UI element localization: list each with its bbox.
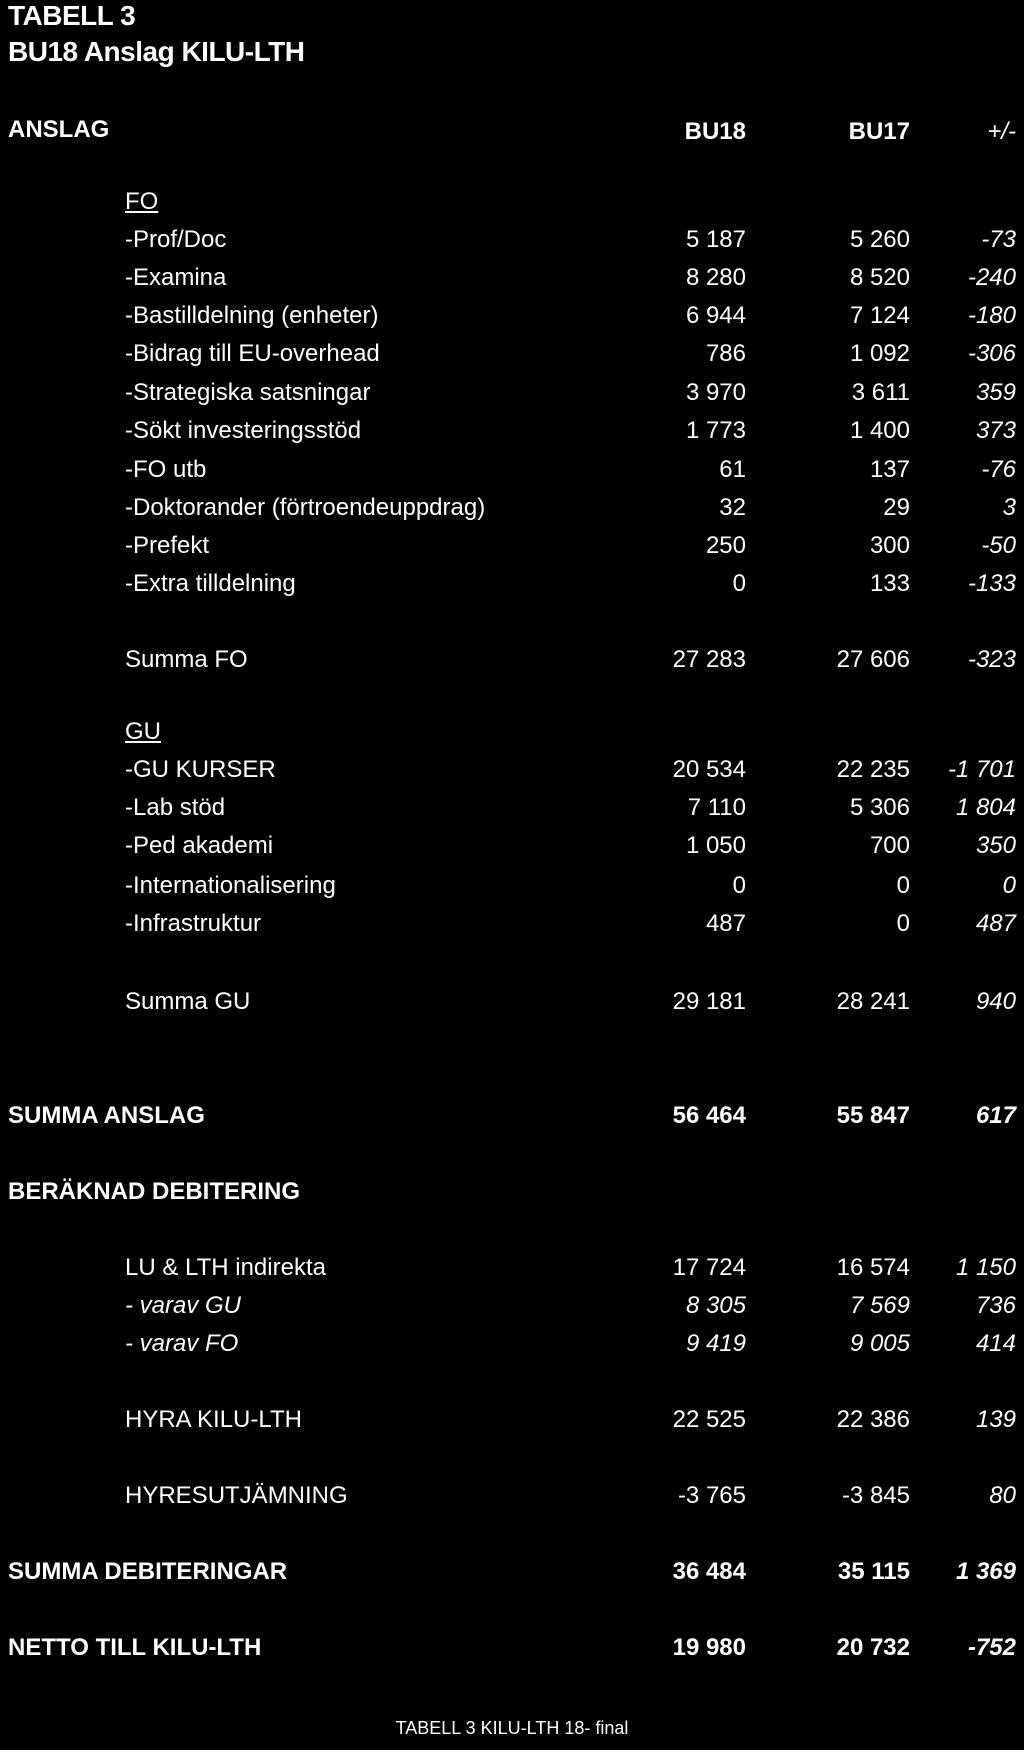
value-bu18: 0: [732, 570, 746, 597]
row-label: NETTO TILL KILU-LTH: [8, 1634, 262, 1661]
row-label: -Internationalisering: [125, 872, 336, 899]
value-bu17: 27 606: [836, 646, 910, 673]
hyra-row: [0, 1406, 1024, 1440]
table-row: [0, 494, 1024, 528]
value-bu18: 487: [705, 910, 746, 937]
value-diff: 350: [975, 832, 1016, 859]
row-label: -Prof/Doc: [125, 226, 227, 253]
value-bu18: 32: [719, 494, 746, 521]
value-bu17: 1 092: [849, 340, 910, 367]
row-label: -Prefekt: [125, 532, 210, 559]
value-bu17: 22 386: [836, 1406, 910, 1433]
row-label: Summa FO: [125, 646, 248, 673]
value-bu18: 250: [705, 532, 746, 559]
row-label: - varav GU: [125, 1292, 242, 1319]
value-diff: -73: [981, 226, 1016, 253]
row-label: -Infrastruktur: [125, 910, 262, 937]
netto-row: [0, 1634, 1024, 1668]
value-bu17: 7 124: [849, 302, 910, 329]
summa-anslag-row: [0, 1102, 1024, 1136]
row-label: -Examina: [125, 264, 227, 291]
value-bu17: 0: [896, 872, 910, 899]
value-bu18: 27 283: [672, 646, 746, 673]
value-bu18: 8 280: [685, 264, 746, 291]
summa-fo-row: [0, 646, 1024, 680]
value-diff: 359: [975, 379, 1016, 406]
section-fo-heading: FO: [125, 188, 159, 215]
row-label: -Bastilldelning (enheter): [125, 302, 379, 329]
row-label: SUMMA ANSLAG: [8, 1102, 205, 1129]
value-bu17: 700: [869, 832, 910, 859]
header-anslag: ANSLAG: [8, 116, 110, 143]
section-debitering-heading: BERÄKNAD DEBITERING: [8, 1178, 301, 1205]
header-bu17: BU17: [848, 118, 910, 145]
value-diff: -323: [967, 646, 1016, 673]
value-bu17: 5 306: [849, 794, 910, 821]
value-diff: -133: [967, 570, 1016, 597]
value-bu17: 8 520: [849, 264, 910, 291]
value-diff: -306: [967, 340, 1016, 367]
value-bu17: 137: [869, 456, 910, 483]
doc-title-line2: BU18 Anslag KILU-LTH: [8, 36, 305, 67]
value-diff: 139: [975, 1406, 1016, 1433]
table-row: [0, 379, 1024, 413]
header-diff: +/-: [987, 118, 1016, 145]
value-bu18: 1 773: [685, 417, 746, 444]
value-bu17: 55 847: [836, 1102, 910, 1129]
table-row: [0, 794, 1024, 828]
value-diff: 3: [1002, 494, 1016, 521]
header-bu18: BU18: [684, 118, 746, 145]
table-row: [0, 570, 1024, 604]
table-row: [0, 302, 1024, 336]
table-row: [0, 832, 1024, 866]
table-row: [0, 910, 1024, 944]
row-label: -Bidrag till EU-overhead: [125, 340, 380, 367]
table-row: [0, 756, 1024, 790]
summa-debiteringar-row: [0, 1558, 1024, 1592]
value-bu18: 20 534: [672, 756, 746, 783]
row-label: - varav FO: [125, 1330, 239, 1357]
value-bu17: 5 260: [849, 226, 910, 253]
value-bu18: 22 525: [672, 1406, 746, 1433]
value-bu18: 7 110: [687, 794, 746, 821]
value-diff: 1 804: [955, 794, 1016, 821]
row-label: -Sökt investeringsstöd: [125, 417, 362, 444]
value-diff: 414: [975, 1330, 1016, 1357]
row-label: -Doktorander (förtroendeuppdrag): [125, 494, 486, 521]
value-diff: -50: [981, 532, 1016, 559]
table-row: [0, 340, 1024, 374]
value-diff: 0: [1002, 872, 1016, 899]
value-bu18: 61: [719, 456, 746, 483]
value-bu17: 20 732: [836, 1634, 910, 1661]
doc-title-line1: TABELL 3: [8, 0, 136, 31]
value-bu17: 35 115: [837, 1558, 910, 1585]
row-label: -Strategiska satsningar: [125, 379, 371, 406]
value-bu17: -3 845: [841, 1482, 910, 1509]
row-label: HYRA KILU-LTH: [125, 1406, 302, 1433]
value-bu18: 19 980: [672, 1634, 746, 1661]
value-bu17: 0: [896, 910, 910, 937]
value-bu18: 36 484: [672, 1558, 746, 1585]
value-diff: 80: [989, 1482, 1016, 1509]
value-bu18: 1 050: [685, 832, 746, 859]
value-bu18: 6 944: [685, 302, 746, 329]
value-bu17: 300: [869, 532, 910, 559]
value-diff: 940: [975, 988, 1016, 1015]
table-row: [0, 226, 1024, 260]
value-bu18: 9 419: [685, 1330, 746, 1357]
value-bu18: -3 765: [677, 1482, 746, 1509]
summa-gu-row: [0, 988, 1024, 1022]
value-bu18: 0: [732, 872, 746, 899]
value-diff: 1 150: [955, 1254, 1016, 1281]
value-bu18: 17 724: [672, 1254, 746, 1281]
value-diff: -240: [967, 264, 1016, 291]
value-bu18: 29 181: [672, 988, 746, 1015]
row-label: HYRESUTJÄMNING: [125, 1482, 348, 1509]
value-diff: 373: [975, 417, 1016, 444]
row-label: -Extra tilldelning: [125, 570, 296, 597]
row-label: SUMMA DEBITERINGAR: [8, 1558, 288, 1585]
value-bu17: 9 005: [849, 1330, 910, 1357]
value-diff: 1 369: [955, 1558, 1016, 1585]
varav-gu-row: [0, 1292, 1024, 1326]
value-diff: -180: [967, 302, 1016, 329]
page-footer: TABELL 3 KILU-LTH 18- final: [395, 1718, 629, 1738]
value-bu18: 786: [705, 340, 746, 367]
varav-fo-row: [0, 1330, 1024, 1364]
value-bu18: 3 970: [685, 379, 746, 406]
value-bu17: 7 569: [849, 1292, 910, 1319]
value-bu17: 3 611: [851, 379, 910, 406]
value-bu18: 56 464: [672, 1102, 746, 1129]
value-bu17: 133: [869, 570, 910, 597]
section-gu-heading: GU: [125, 718, 161, 745]
table-row: [0, 456, 1024, 490]
value-diff: -1 701: [947, 756, 1016, 783]
value-diff: 617: [975, 1102, 1016, 1129]
table-row: [0, 872, 1024, 906]
row-label: -Lab stöd: [125, 794, 226, 821]
row-label: -FO utb: [125, 456, 207, 483]
value-bu18: 8 305: [685, 1292, 746, 1319]
row-label: -Ped akademi: [125, 832, 274, 859]
value-bu17: 29: [883, 494, 910, 521]
value-diff: -76: [981, 456, 1016, 483]
value-bu17: 1 400: [849, 417, 910, 444]
value-diff: 736: [975, 1292, 1016, 1319]
table-row: [0, 417, 1024, 451]
indirekta-row: [0, 1254, 1024, 1288]
value-bu17: 22 235: [836, 756, 910, 783]
value-bu17: 28 241: [836, 988, 910, 1015]
value-diff: -752: [967, 1634, 1016, 1661]
row-label: -GU KURSER: [125, 756, 276, 783]
value-bu17: 16 574: [836, 1254, 910, 1281]
table-row: [0, 264, 1024, 298]
value-diff: 487: [975, 910, 1016, 937]
value-bu18: 5 187: [685, 226, 746, 253]
table-row: [0, 532, 1024, 566]
row-label: LU & LTH indirekta: [125, 1254, 326, 1281]
row-label: Summa GU: [125, 988, 251, 1015]
hyresutjamning-row: [0, 1482, 1024, 1516]
